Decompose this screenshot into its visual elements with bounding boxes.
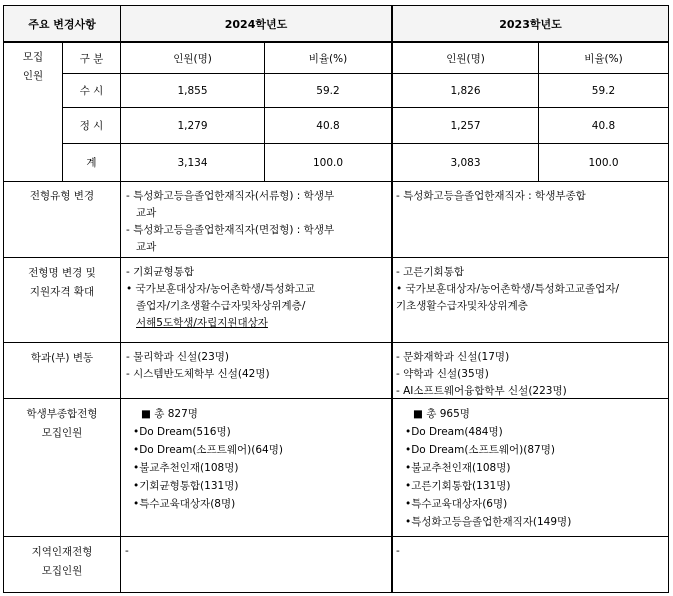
recruit-label	[4, 48, 62, 86]
table-cell: 40.8	[316, 119, 340, 132]
recruit-label-line: 인원	[22, 70, 44, 82]
name-change-label-line: 지원자격 확대	[29, 286, 95, 298]
list-item: 서해5도학생/자립지원대상자	[136, 317, 268, 329]
list-item: ■ 총 965명	[413, 408, 470, 420]
comprehensive-label	[4, 405, 120, 443]
name-change-2024	[126, 264, 388, 332]
header-2024: 2024학년도	[121, 6, 391, 41]
table-cell: 59.2	[591, 84, 616, 97]
list-item: •Do Dream(516명)	[133, 426, 231, 438]
list-item: - 약학과 신설(35명)	[396, 368, 489, 380]
type-change-label: 전형유형 변경	[29, 190, 95, 202]
type-change-2024	[126, 188, 388, 256]
regional-2024	[125, 543, 385, 560]
list-item: - 특성화고등을졸업한재직자(서류형) : 학생부	[126, 190, 335, 202]
recruit-label-line: 모집	[22, 51, 44, 63]
table-row-category: 수 시	[79, 85, 104, 97]
dept-change-2024	[126, 349, 388, 383]
list-item: - 특성화고등을졸업한재직자 : 학생부종합	[396, 190, 586, 202]
table-row-category: 계	[86, 157, 97, 169]
comprehensive-label-line: 학생부종합전형	[26, 408, 98, 420]
name-change-2023	[396, 264, 666, 315]
list-item: •특성화고등을졸업한재직자(149명)	[405, 516, 572, 528]
list-item: •기회균형통합(131명)	[133, 480, 239, 492]
recruit-subheader-ratio-2023: 비율(%)	[584, 52, 623, 65]
table-border-right	[668, 5, 669, 593]
list-item: •고른기회통합(131명)	[405, 480, 511, 492]
admission-changes-table	[3, 5, 669, 593]
name-change-label	[4, 264, 120, 302]
table-border-bottom	[3, 592, 669, 593]
list-item: •Do Dream(484명)	[405, 426, 503, 438]
recruit-subheader-count-2024: 인원(명)	[173, 52, 212, 65]
list-item: - AI소프트웨어융합학부 신설(223명)	[396, 385, 567, 397]
list-item: - 특성화고등을졸업한재직자(면접형) : 학생부	[126, 224, 335, 236]
list-item: • 국가보훈대상자/농어촌학생/특성화고교졸업자/	[396, 283, 620, 295]
list-item: •Do Dream(소프트웨어)(87명)	[405, 444, 555, 456]
list-item: 졸업자/기초생활수급자및차상위계층/	[136, 300, 306, 312]
regional-2023	[396, 543, 656, 560]
list-item: •Do Dream(소프트웨어)(64명)	[133, 444, 283, 456]
table-cell: 1,279	[177, 119, 208, 132]
grid-line	[3, 536, 669, 537]
table-cell: 100.0	[312, 156, 344, 169]
list-item: 기초생활수급자및차상위계층	[396, 300, 528, 312]
recruit-subheader-count-2023: 인원(명)	[446, 52, 485, 65]
dept-change-label: 학과(부) 변동	[30, 352, 94, 364]
list-item: - 물리학과 신설(23명)	[126, 351, 230, 363]
list-item: • 국가보훈대상자/농어촌학생/특성화고교	[126, 283, 316, 295]
regional-label-line: 지역인재전형	[31, 546, 93, 558]
table-cell: 3,134	[177, 156, 208, 169]
list-item: •불교추천인재(108명)	[133, 462, 239, 474]
list-item: -	[125, 545, 129, 557]
table-cell: 59.2	[316, 84, 340, 97]
grid-line	[3, 181, 669, 182]
grid-line	[3, 257, 669, 258]
list-item: -	[396, 545, 400, 557]
comprehensive-2023	[405, 405, 667, 531]
header-main-changes: 주요 변경사항	[4, 6, 120, 41]
header-2023: 2023학년도	[393, 6, 668, 41]
list-item: 교과	[136, 241, 157, 253]
dept-change-2023	[396, 349, 666, 400]
type-change-2023	[396, 188, 666, 205]
comprehensive-2024	[133, 405, 388, 513]
table-cell: 1,826	[450, 84, 481, 97]
list-item: - 고른기회통합	[396, 266, 464, 278]
grid-line	[3, 342, 669, 343]
table-cell: 40.8	[591, 119, 616, 132]
name-change-label-line: 전형명 변경 및	[28, 267, 96, 279]
table-cell: 100.0	[588, 156, 619, 169]
list-item: - 문화재학과 신설(17명)	[396, 351, 510, 363]
list-item: •특수교육대상자(6명)	[405, 498, 508, 510]
list-item: 교과	[136, 207, 157, 219]
list-item: •불교추천인재(108명)	[405, 462, 511, 474]
recruit-subheader-ratio-2024: 비율(%)	[308, 52, 348, 65]
table-cell: 1,257	[450, 119, 481, 132]
list-item: •특수교육대상자(8명)	[133, 498, 236, 510]
table-row-category: 정 시	[79, 120, 104, 132]
list-item: - 시스템반도체학부 신설(42명)	[126, 368, 270, 380]
recruit-subheader-category: 구 분	[79, 52, 104, 65]
table-cell: 3,083	[450, 156, 481, 169]
regional-label-line: 모집인원	[41, 565, 83, 577]
regional-label	[4, 543, 120, 581]
comprehensive-label-line: 모집인원	[41, 427, 83, 439]
table-cell: 1,855	[177, 84, 208, 97]
list-item: - 기회균형통합	[126, 266, 194, 278]
list-item: ■ 총 827명	[141, 408, 198, 420]
